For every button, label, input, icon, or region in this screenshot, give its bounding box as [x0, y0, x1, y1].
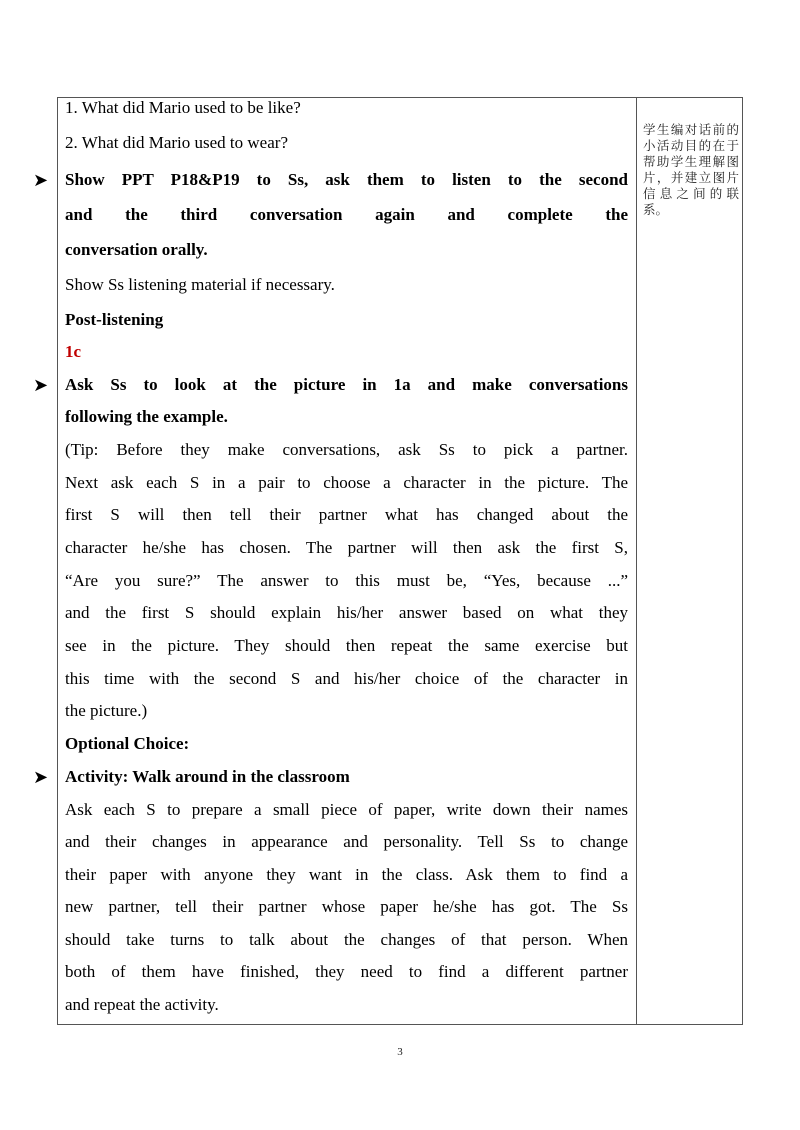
- section-label: 1c: [65, 342, 82, 361]
- bullet-icon: ➤: [33, 170, 49, 190]
- body-line: this time with the second S and his/her choice of the character in: [65, 669, 628, 688]
- instruction-line: and the third conversation again and complete the: [65, 205, 628, 224]
- body-line: Ask each S to prepare a small piece of paper, write down their names: [65, 800, 628, 819]
- body-line: new partner, tell their partner whose paper he/she has got. The Ss: [65, 897, 628, 916]
- body-line: should take turns to talk about the changes of that person. When: [65, 930, 628, 949]
- body-line: and their changes in appearance and personality. Tell Ss to change: [65, 832, 628, 851]
- bullet-icon: ➤: [33, 375, 49, 395]
- section-heading: Post-listening: [65, 310, 164, 329]
- body-line: Show Ss listening material if necessary.: [65, 275, 335, 294]
- activity-title: Activity: Walk around in the classroom: [65, 767, 350, 786]
- bullet-icon: ➤: [33, 767, 49, 787]
- body-line: (Tip: Before they make conversations, ask Ss to pick a partner.: [65, 440, 628, 459]
- section-heading: Optional Choice:: [65, 734, 190, 753]
- body-line: first S will then tell their partner what has changed about the: [65, 505, 628, 524]
- body-line: and repeat the activity.: [65, 995, 219, 1014]
- body-line: the picture.): [65, 701, 148, 720]
- question-1: 1. What did Mario used to be like?: [65, 98, 301, 117]
- instruction-line: Ask Ss to look at the picture in 1a and make conversations: [65, 375, 628, 394]
- body-line: both of them have finished, they need to find a different partner: [65, 962, 628, 981]
- page-number: 3: [397, 1046, 403, 1058]
- body-line: Next ask each S in a pair to choose a character in the picture. The: [65, 473, 628, 492]
- body-line: their paper with anyone they want in the class. Ask them to find a: [65, 865, 628, 884]
- question-2: 2. What did Mario used to wear?: [65, 133, 288, 152]
- body-line: “Are you sure?” The answer to this must be, “Yes, because ...”: [65, 571, 628, 590]
- body-line: see in the picture. They should then repeat the same exercise but: [65, 636, 628, 655]
- lesson-table: [57, 97, 743, 1025]
- instruction-line: conversation orally.: [65, 240, 208, 259]
- body-line: character he/she has chosen. The partner will then ask the first S,: [65, 538, 628, 557]
- instruction-line: Show PPT P18&P19 to Ss, ask them to listen to the second: [65, 170, 628, 189]
- instruction-line: following the example.: [65, 407, 228, 426]
- body-line: and the first S should explain his/her answer based on what they: [65, 603, 628, 622]
- column-divider: [636, 98, 637, 1024]
- side-note: 学生编对话前的小活动目的在于帮助学生理解图片，并建立图片信息之间的联系。: [643, 122, 739, 217]
